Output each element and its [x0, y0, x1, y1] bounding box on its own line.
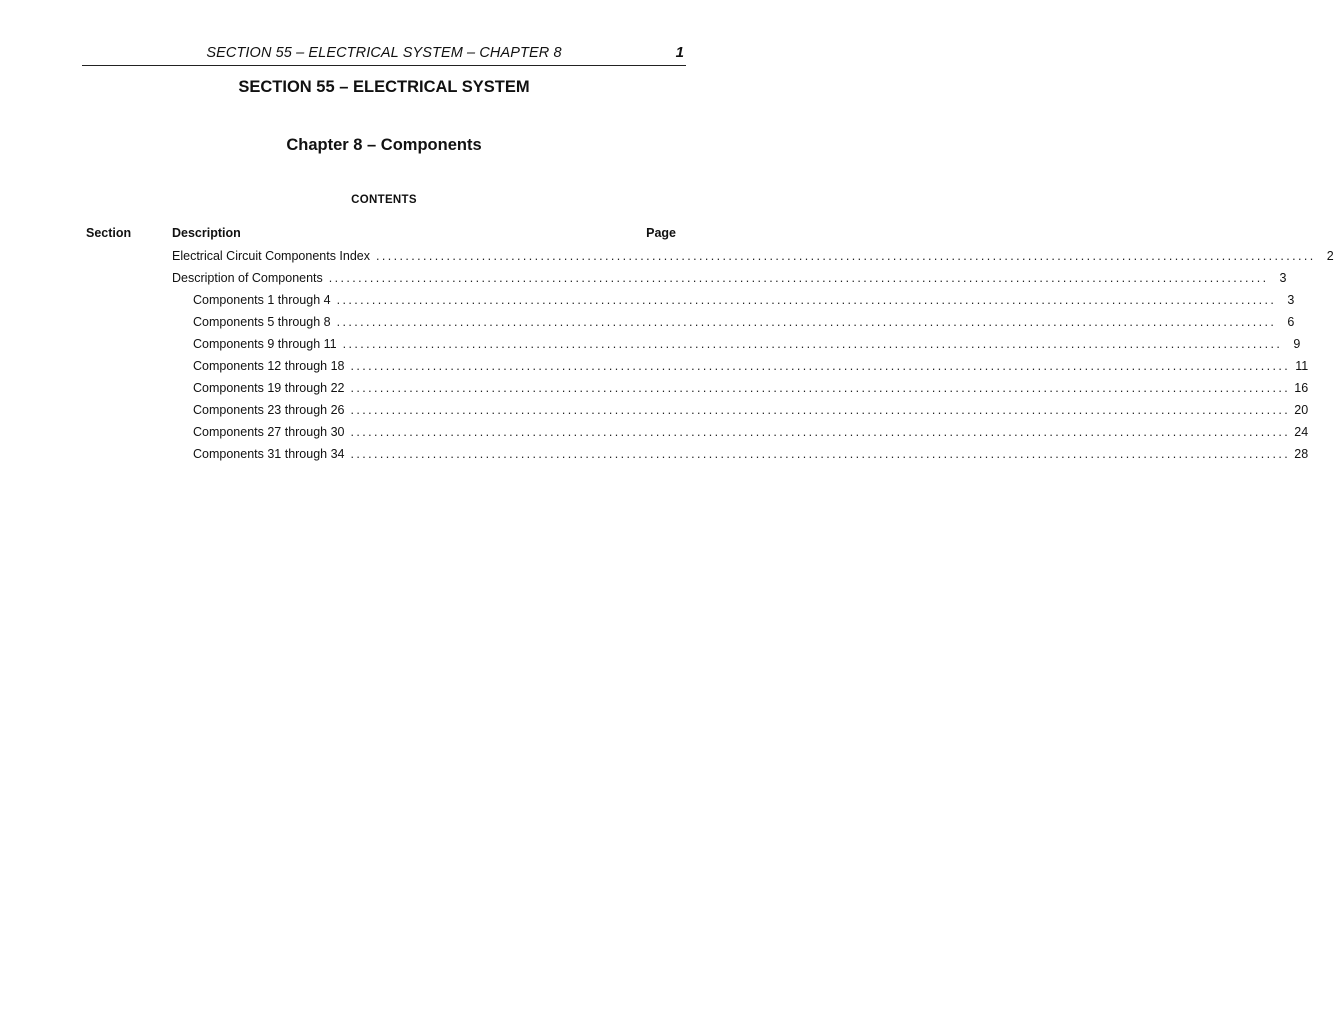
- toc-entry-page: 20: [1294, 403, 1309, 417]
- dot-leader: ................................................................................................................................................................: [350, 403, 1291, 417]
- chapter-title: Chapter 8 – Components: [286, 136, 482, 154]
- toc-header-description: Description: [172, 226, 241, 240]
- dot-leader: ................................................................................................................................................................: [376, 249, 1316, 263]
- toc-entry-page: 11: [1295, 359, 1309, 373]
- toc-entry-page: 16: [1294, 381, 1309, 395]
- page-number: 1: [675, 44, 684, 61]
- toc-entry-page: 3: [1287, 293, 1295, 307]
- toc-entry[interactable]: [0, 424, 1309, 446]
- section-title: SECTION 55 – ELECTRICAL SYSTEM: [238, 78, 530, 96]
- dot-leader: ................................................................................................................................................................: [336, 293, 1277, 307]
- toc-entry-label: Components 1 through 4: [193, 293, 331, 307]
- dot-leader: ................................................................................................................................................................: [336, 315, 1277, 329]
- toc-entry-label: Electrical Circuit Components Index: [172, 249, 370, 263]
- running-header-title: SECTION 55 – ELECTRICAL SYSTEM – CHAPTER 8: [206, 45, 562, 61]
- toc-entry-page: 2: [1326, 249, 1334, 263]
- toc-entry-label: Components 5 through 8: [193, 315, 331, 329]
- toc-entry[interactable]: [0, 402, 1309, 424]
- toc-entry[interactable]: [0, 292, 1295, 314]
- toc-header-section: Section: [86, 226, 132, 240]
- toc-column-headers: [0, 226, 768, 242]
- toc-entry-label: Components 19 through 22: [193, 381, 345, 395]
- dot-leader: ................................................................................................................................................................: [350, 381, 1291, 395]
- toc-entry-label: Components 9 through 11: [193, 337, 337, 351]
- dot-leader: ................................................................................................................................................................: [350, 425, 1291, 439]
- toc-list: [0, 248, 1334, 468]
- toc-entry-label: Components 27 through 30: [193, 425, 345, 439]
- toc-entry-label: Components 12 through 18: [193, 359, 345, 373]
- dot-leader: ................................................................................................................................................................: [350, 359, 1291, 373]
- toc-header-page: Page: [646, 226, 676, 240]
- running-header: [82, 43, 686, 66]
- toc-entry[interactable]: [0, 358, 1309, 380]
- contents-heading: CONTENTS: [351, 194, 417, 206]
- toc-entry-label: Description of Components: [172, 271, 323, 285]
- toc-entry[interactable]: [0, 270, 1287, 292]
- dot-leader: ................................................................................................................................................................: [328, 271, 1269, 285]
- toc-entry-page: 24: [1294, 425, 1309, 439]
- toc-entry-page: 9: [1293, 337, 1301, 351]
- toc-entry-label: Components 31 through 34: [193, 447, 345, 461]
- toc-entry-label: Components 23 through 26: [193, 403, 345, 417]
- toc-entry-page: 3: [1279, 271, 1287, 285]
- toc-entry[interactable]: [0, 314, 1295, 336]
- toc-entry[interactable]: [0, 248, 1334, 270]
- dot-leader: ................................................................................................................................................................: [342, 337, 1283, 351]
- toc-entry[interactable]: [0, 380, 1309, 402]
- dot-leader: ................................................................................................................................................................: [350, 447, 1291, 461]
- toc-entry-page: 6: [1287, 315, 1295, 329]
- toc-entry-page: 28: [1294, 447, 1309, 461]
- toc-entry[interactable]: [0, 336, 1301, 358]
- toc-entry[interactable]: [0, 446, 1309, 468]
